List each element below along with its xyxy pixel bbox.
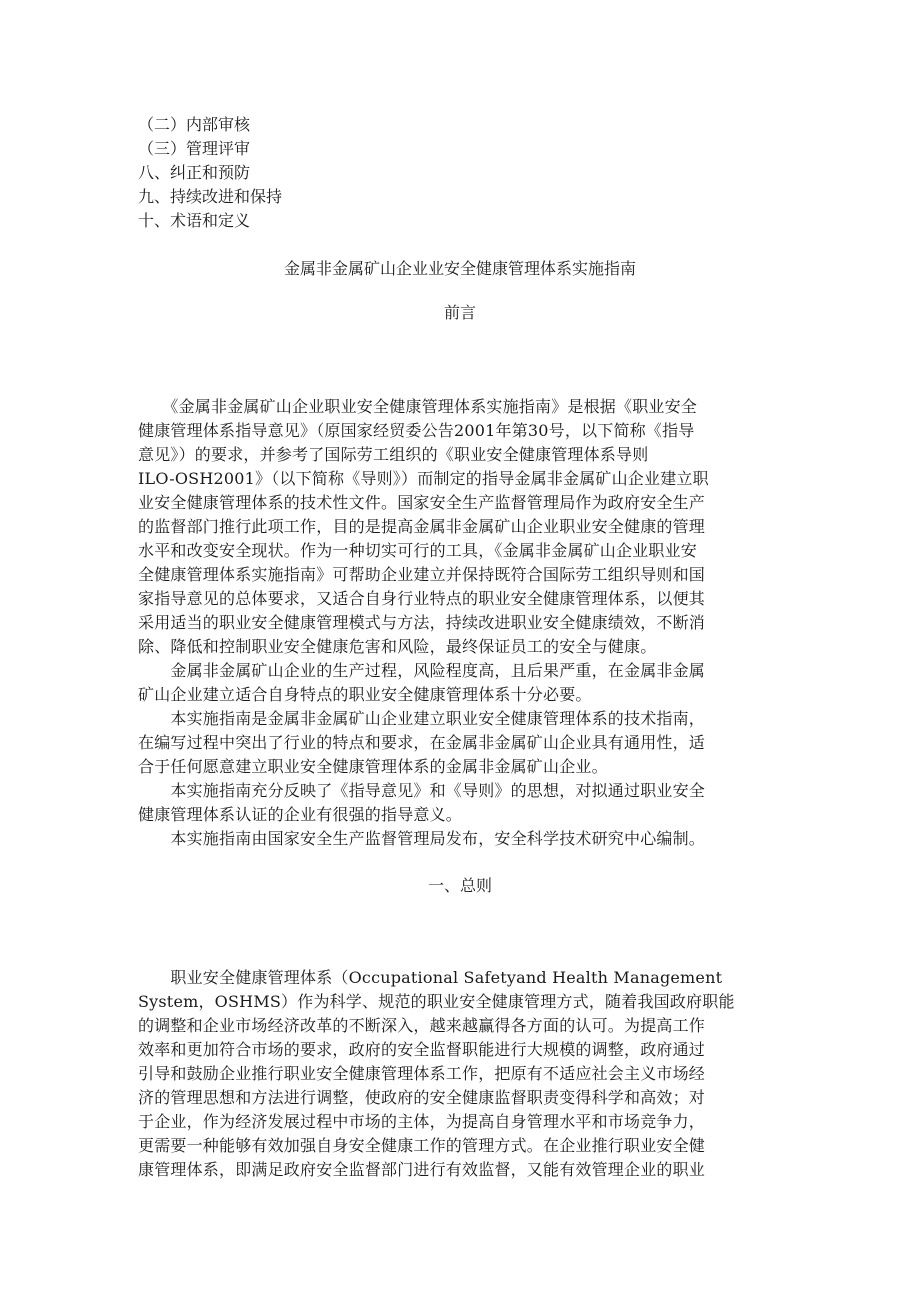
table-of-contents — [138, 113, 282, 233]
toc-item: （三）管理评审 — [138, 139, 251, 158]
toc-item: 九、持续改进和保持 — [138, 187, 283, 206]
text-line: 健康管理体系指导意见》（原国家经贸委公告2001年第30号，以下简称《指导 — [138, 421, 695, 440]
text-line: 的监督部门推行此项工作，目的是提高金属非金属矿山企业职业安全健康的管理 — [138, 517, 706, 536]
text-line: 金属非金属矿山企业的生产过程，风险程度高，且后果严重，在金属非金属 — [138, 661, 706, 680]
text-line: 引导和鼓励企业推行职业安全健康管理体系工作，把原有不适应社会主义市场经 — [138, 1064, 706, 1083]
text-line: 康管理体系，即满足政府安全监督部门进行有效监督，又能有效管理企业的职业 — [138, 1160, 706, 1179]
text-line: 更需要一种能够有效加强自身安全健康工作的管理方式。在企业推行职业安全健 — [138, 1136, 706, 1155]
text-line: 于企业，作为经济发展过程中市场的主体，为提高自身管理水平和市场竞争力， — [138, 1112, 706, 1131]
text-line: 济的管理思想和方法进行调整，使政府的安全健康监督职责变得科学和高效；对 — [138, 1088, 706, 1107]
text-line: 健康管理体系认证的企业有很强的指导意义。 — [138, 805, 463, 824]
section-paragraph — [138, 966, 784, 1182]
text-line: 《金属非金属矿山企业职业安全健康管理体系实施指南》是根据《职业安全 — [138, 397, 698, 416]
section-heading: 一、总则 — [427, 876, 492, 895]
text-line: 效率和更加符合市场的要求，政府的安全监督职能进行大规模的调整，政府通过 — [138, 1040, 706, 1059]
text-line: 意见》）的要求，并参考了国际劳工组织的《职业安全健康管理体系导则 — [138, 445, 649, 464]
text-line: 除、降低和控制职业安全健康危害和风险，最终保证员工的安全与健康。 — [138, 637, 657, 656]
text-line: 职业安全健康管理体系（Occupational Safetyand Health Management — [138, 968, 723, 987]
text-line: 合于任何愿意建立职业安全健康管理体系的金属非金属矿山企业。 — [138, 757, 608, 776]
text-line: ILO-OSH2001》（以下简称《导则》）而制定的指导金属非金属矿山企业建立职 — [138, 469, 709, 488]
text-line: 本实施指南充分反映了《指导意见》和《导则》的思想，对拟通过职业安全 — [138, 781, 706, 800]
text-line: 矿山企业建立适合自身特点的职业安全健康管理体系十分必要。 — [138, 685, 592, 704]
toc-item: 八、纠正和预防 — [138, 163, 251, 182]
text-line: 采用适当的职业安全健康管理模式与方法，持续改进职业安全健康绩效，不断消 — [138, 613, 706, 632]
text-line: 业安全健康管理体系的技术性文件。国家安全生产监督管理局作为政府安全生产 — [138, 493, 706, 512]
text-line: 本实施指南是金属非金属矿山企业建立职业安全健康管理体系的技术指南， — [138, 709, 706, 728]
text-line: 本实施指南由国家安全生产监督管理局发布，安全科学技术研究中心编制。 — [138, 829, 706, 848]
preface-heading: 前言 — [443, 303, 476, 322]
preface-paragraph-1 — [138, 395, 784, 851]
toc-item: 十、术语和定义 — [138, 211, 251, 230]
document-title: 金属非金属矿山企业业安全健康管理体系实施指南 — [283, 259, 636, 278]
text-line: System，OSHMS）作为科学、规范的职业安全健康管理方式，随着我国政府职能 — [138, 992, 735, 1011]
toc-item: （二）内部审核 — [138, 115, 251, 134]
text-line: 全健康管理体系实施指南》可帮助企业建立并保持既符合国际劳工组织导则和国 — [138, 565, 706, 584]
text-line: 水平和改变安全现状。作为一种切实可行的工具，《金属非金属矿山企业职业安 — [138, 541, 698, 560]
text-line: 在编写过程中突出了行业的特点和要求，在金属非金属矿山企业具有通用性，适 — [138, 733, 706, 752]
text-line: 的调整和企业市场经济改革的不断深入，越来越赢得各方面的认可。为提高工作 — [138, 1016, 706, 1035]
text-line: 家指导意见的总体要求，又适合自身行业特点的职业安全健康管理体系，以便其 — [138, 589, 706, 608]
